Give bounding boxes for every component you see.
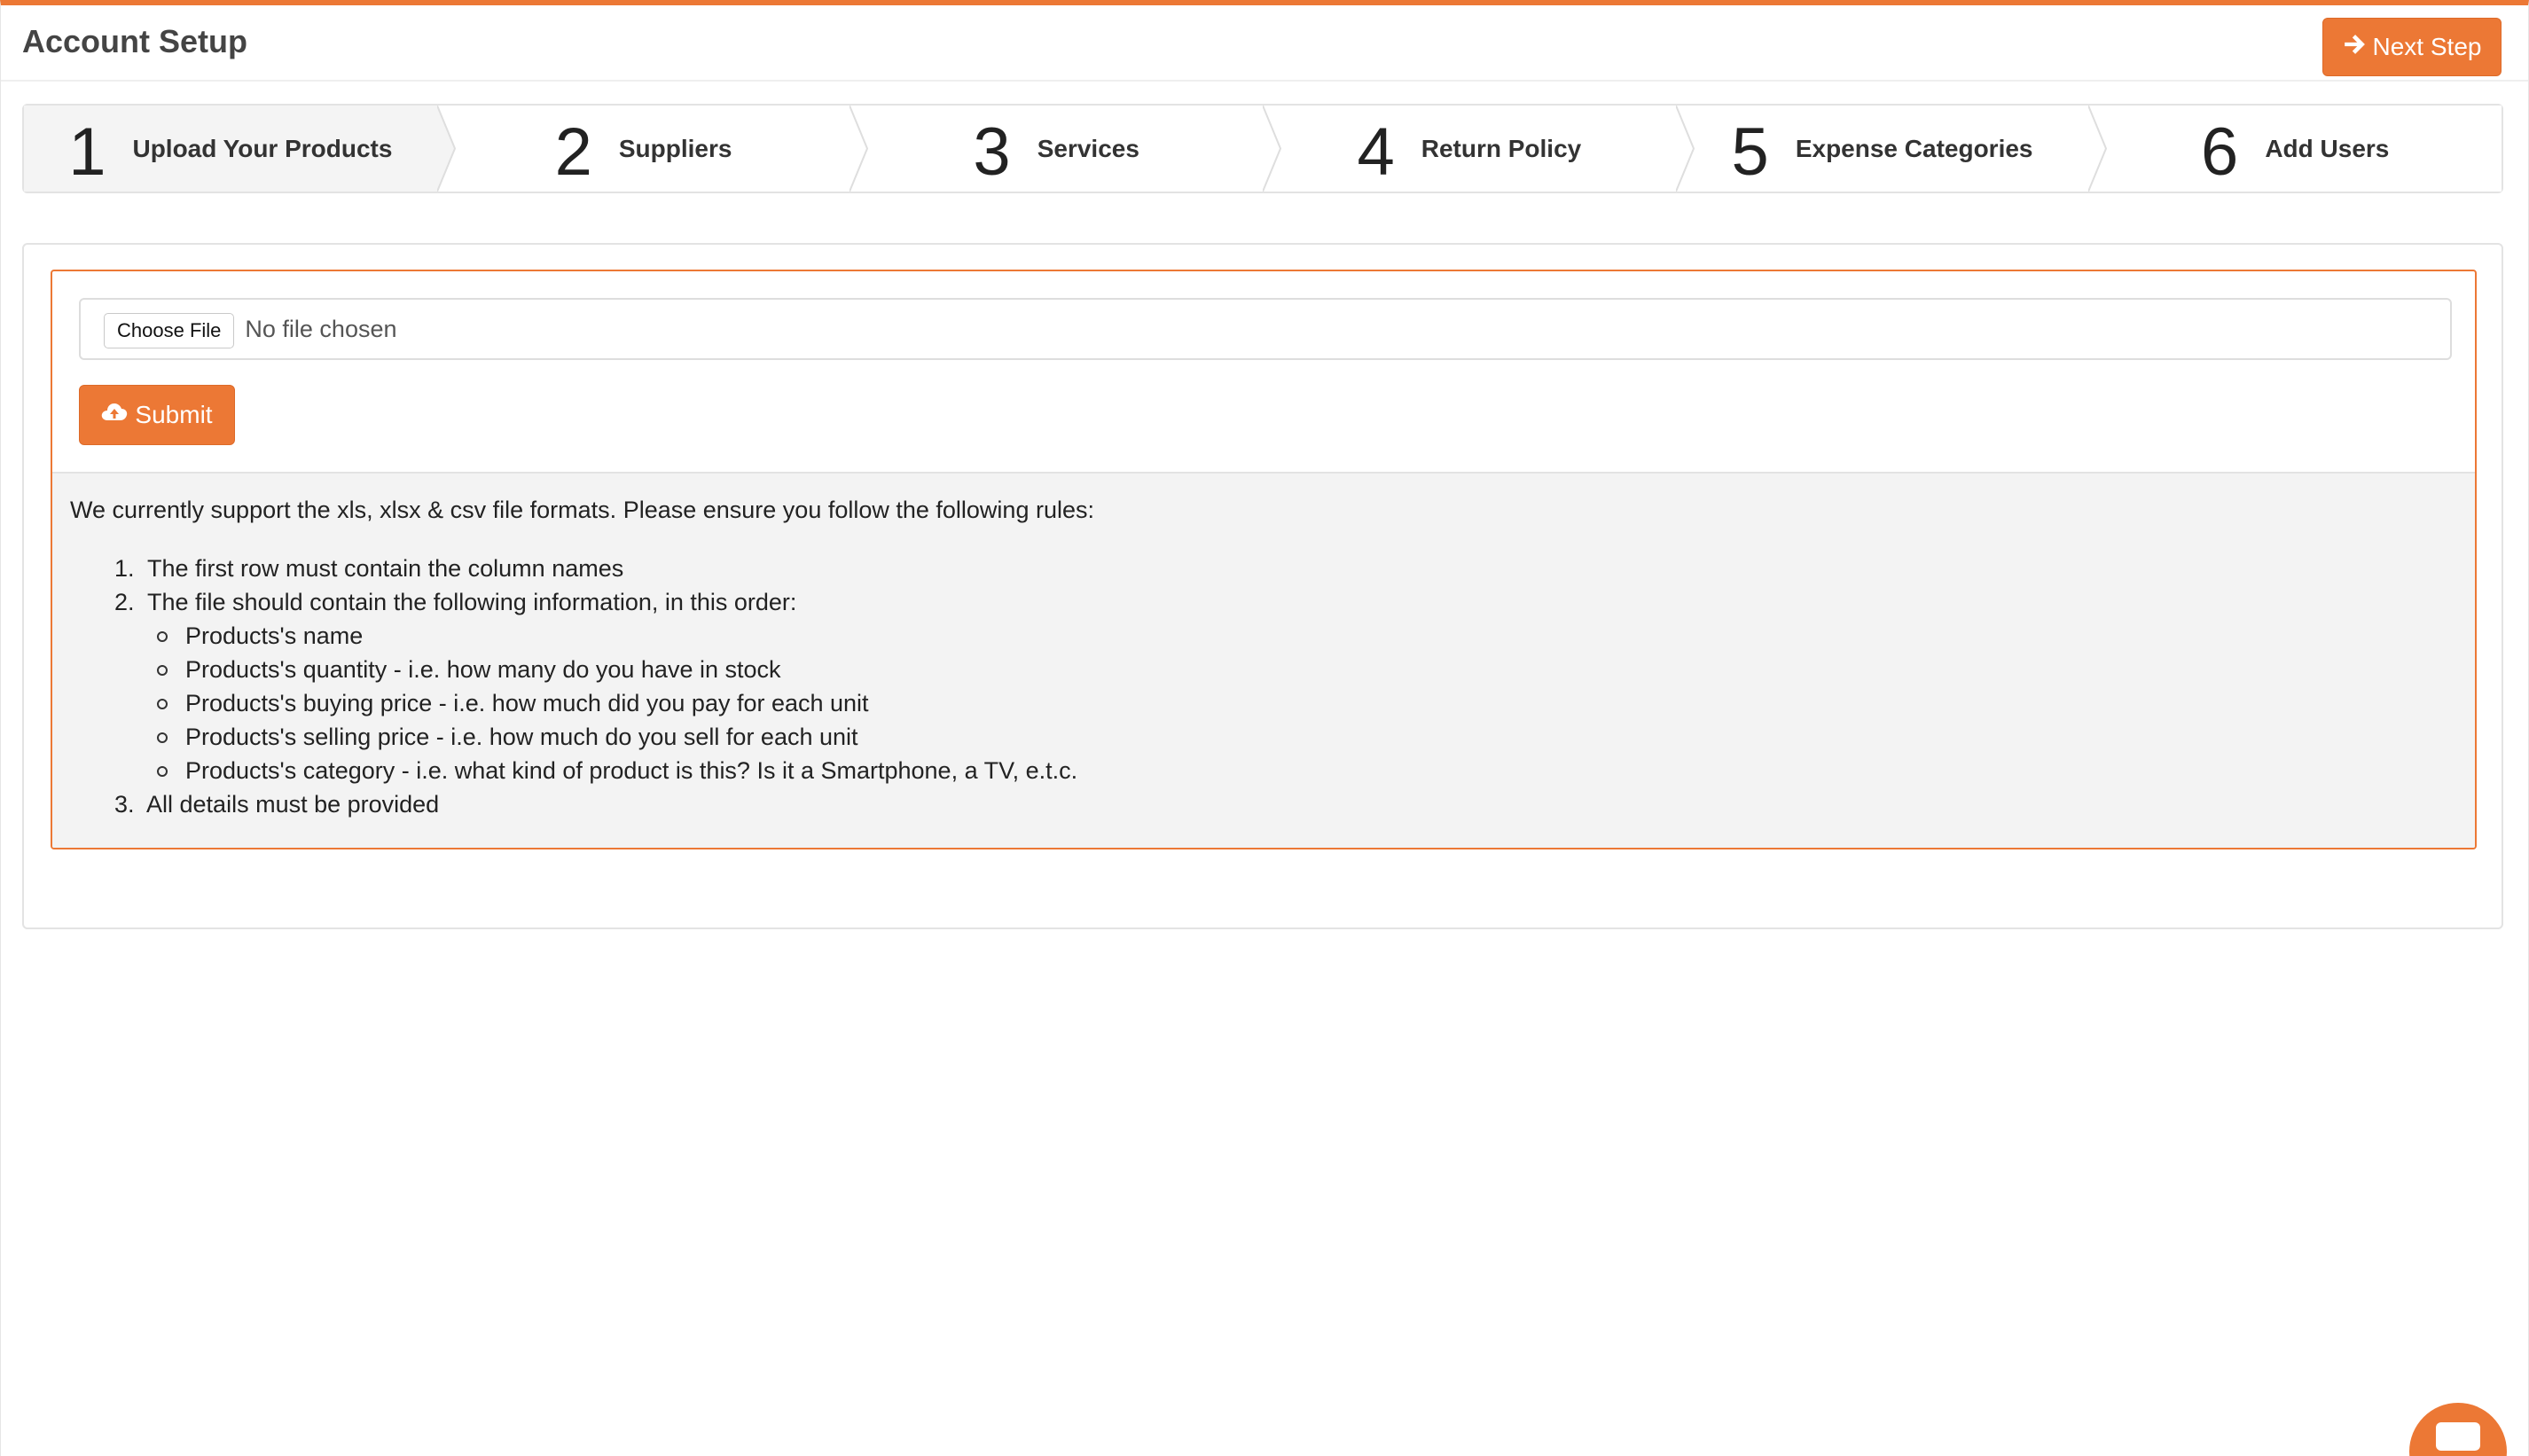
submit-button[interactable] <box>79 385 235 445</box>
step-number: 3 <box>973 114 1011 190</box>
required-field-item <box>185 754 2457 787</box>
step-return-policy[interactable] <box>1263 106 1676 192</box>
rule-text: All details must be provided <box>146 791 440 818</box>
page-title: Account Setup <box>22 23 248 59</box>
step-separator-chevron <box>850 106 869 192</box>
step-separator-chevron <box>1676 106 1695 192</box>
chat-icon <box>2436 1422 2480 1451</box>
rule-item <box>114 552 2457 585</box>
rules-list <box>70 552 2457 821</box>
arrow-right-icon <box>2343 33 2366 62</box>
required-field-text: Products's buying price - i.e. how much did you pay for each unit <box>185 690 869 716</box>
rule-number: 2. <box>114 589 135 615</box>
chat-widget-button[interactable] <box>2409 1403 2507 1456</box>
file-format-rules <box>52 472 2475 849</box>
next-step-button[interactable] <box>2322 18 2502 76</box>
upload-panel <box>22 243 2503 929</box>
required-field-text: Products's category - i.e. what kind of product is this? Is it a Smartphone, a TV, e.t.c. <box>185 757 1078 784</box>
step-label: Expense Categories <box>1795 134 2033 162</box>
page-header <box>1 5 2528 82</box>
rule-number: 1. <box>114 555 135 582</box>
submit-label: Submit <box>135 401 213 428</box>
step-number: 6 <box>2201 114 2239 190</box>
required-field-item <box>185 720 2457 754</box>
step-upload-products[interactable] <box>24 106 437 192</box>
circle-bullet-icon <box>157 699 168 709</box>
rules-intro: We currently support the xls, xlsx & csv file formats. Please ensure you follow the following rules: <box>70 497 1094 523</box>
required-field-item <box>185 653 2457 686</box>
cloud-upload-icon <box>101 401 128 430</box>
setup-steps <box>22 104 2503 193</box>
circle-bullet-icon <box>157 766 168 777</box>
rule-item <box>114 585 2457 787</box>
circle-bullet-icon <box>157 665 168 676</box>
step-number: 2 <box>554 114 592 190</box>
step-label: Upload Your Products <box>132 134 393 162</box>
choose-file-button[interactable]: Choose File <box>104 313 234 348</box>
required-field-text: Products's name <box>185 622 364 649</box>
step-separator-chevron <box>437 106 457 192</box>
required-field-item <box>185 686 2457 720</box>
rule-text: The file should contain the following information, in this order: <box>147 589 797 615</box>
circle-bullet-icon <box>157 732 168 743</box>
required-fields-list <box>114 619 2457 787</box>
step-separator-chevron <box>1263 106 1282 192</box>
step-label: Services <box>1037 134 1139 162</box>
step-number: 5 <box>1731 114 1769 190</box>
step-label: Suppliers <box>618 134 732 162</box>
rule-text: The first row must contain the column names <box>147 555 624 582</box>
step-services[interactable] <box>850 106 1263 192</box>
required-field-text: Products's quantity - i.e. how many do you have in stock <box>185 656 781 683</box>
step-number: 4 <box>1357 114 1395 190</box>
upload-form <box>51 270 2477 849</box>
file-status-text: No file chosen <box>245 315 397 342</box>
step-label: Return Policy <box>1421 134 1582 162</box>
file-input[interactable] <box>79 298 2452 360</box>
step-label: Add Users <box>2265 134 2390 162</box>
step-add-users[interactable] <box>2088 106 2502 192</box>
circle-bullet-icon <box>157 631 168 642</box>
step-separator-chevron <box>2088 106 2108 192</box>
step-number: 1 <box>68 114 106 190</box>
required-field-item <box>185 619 2457 653</box>
rule-item <box>114 787 2457 821</box>
next-step-label: Next Step <box>2372 33 2482 60</box>
step-suppliers[interactable] <box>437 106 850 192</box>
rule-number: 3. <box>114 791 135 818</box>
step-expense-categories[interactable] <box>1676 106 2089 192</box>
required-field-text: Products's selling price - i.e. how much do you sell for each unit <box>185 724 858 750</box>
